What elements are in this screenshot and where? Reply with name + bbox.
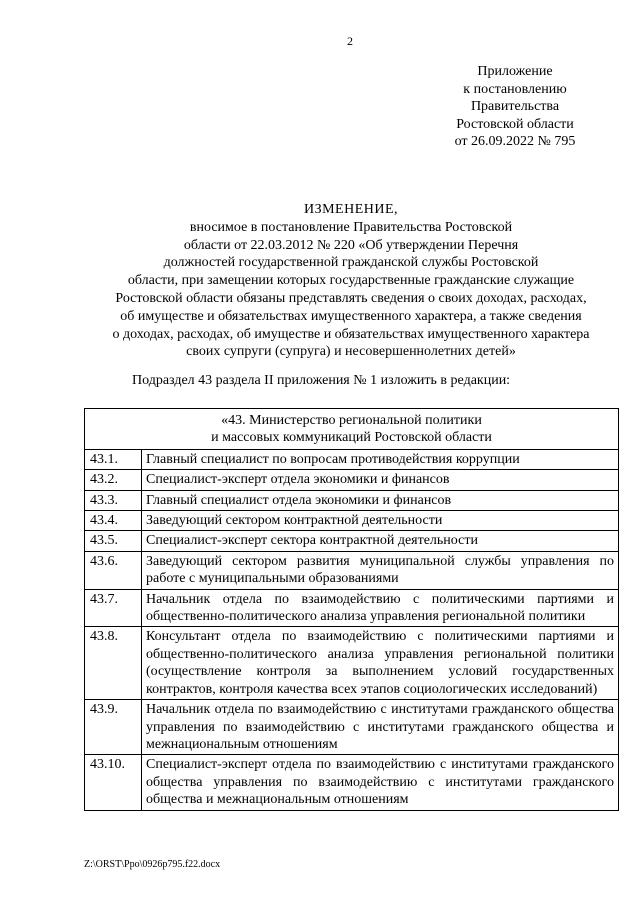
title-line: области от 22.03.2012 № 220 «Об утверждении Перечня — [183, 237, 519, 253]
table-row — [85, 531, 619, 551]
table-row — [85, 627, 619, 700]
footer-file-path: Z:\ORST\Ppo\0926p795.f22.docx — [84, 859, 221, 870]
row-number: 43.1. — [85, 449, 142, 469]
title-line: Ростовской области обязаны представлять сведения о своих доходах, расходах, — [115, 290, 587, 306]
table-row — [85, 700, 619, 755]
row-text: Специалист-эксперт сектора контрактной деятельности — [142, 531, 619, 551]
positions-table — [84, 408, 619, 811]
table-row — [85, 755, 619, 810]
table-row — [85, 511, 619, 531]
row-number: 43.9. — [85, 700, 142, 755]
row-number: 43.8. — [85, 627, 142, 700]
row-text: Главный специалист по вопросам противодействия коррупции — [142, 449, 619, 469]
row-text: Главный специалист отдела экономики и финансов — [142, 490, 619, 510]
table-header-line: и массовых коммуникаций Ростовской области — [211, 430, 492, 446]
table-header-cell — [85, 409, 619, 450]
row-text: Заведующий сектором контрактной деятельности — [142, 511, 619, 531]
appendix-line: Ростовской области — [456, 116, 574, 132]
title-line: должностей государственной гражданской службы Ростовской — [163, 255, 539, 271]
row-text: Заведующий сектором развития муниципальной службы управления по работе с муниципальными образованиями — [142, 551, 619, 589]
table-row — [85, 551, 619, 589]
row-number: 43.7. — [85, 589, 142, 627]
page-number: 2 — [347, 34, 353, 48]
table-row — [85, 589, 619, 627]
table-header-line: «43. Министерство региональной политики — [221, 413, 482, 428]
appendix-line: Приложение — [477, 64, 553, 79]
title-line: своих супруги (супруга) и несовершеннолетних детей» — [186, 344, 516, 360]
title-line: вносимое в постановление Правительства Ростовской — [189, 219, 513, 235]
title-line: об имуществе и обязательствах имущественного характера, а также сведения — [120, 308, 582, 324]
title-line: о доходах, расходах, об имуществе и обязательствах имущественного характера — [112, 326, 590, 342]
title-line: области, при замещении которых государственные гражданские служащие — [127, 273, 575, 289]
row-number: 43.3. — [85, 490, 142, 510]
row-text: Специалист-эксперт отдела экономики и финансов — [142, 470, 619, 490]
table-row — [85, 449, 619, 469]
row-number: 43.6. — [85, 551, 142, 589]
row-text: Начальник отдела по взаимодействию с институтами гражданского общества управления по взаимодействию с институтами гражданского общества и межнациональным отношениям — [142, 700, 619, 755]
row-text: Начальник отдела по взаимодействию с политическими партиями и общественно-политического анализа управления региональной политики — [142, 589, 619, 627]
row-text: Специалист-эксперт отдела по взаимодействию с институтами гражданского общества управления по взаимодействию с институтами гражданского общества и межнациональным отношениям — [142, 755, 619, 810]
row-text: Консультант отдела по взаимодействию с политическими партиями и общественно-политического анализа управления региональной политики (осуществление контроля за выполнением условий государственных контрактов, контроля качества всех этапов социологических исследований) — [142, 627, 619, 700]
row-number: 43.5. — [85, 531, 142, 551]
table-row — [85, 470, 619, 490]
instruction-text: Подраздел 43 раздела II приложения № 1 изложить в редакции: — [132, 373, 511, 388]
appendix-line: от 26.09.2022 № 795 — [454, 134, 576, 149]
title-heading: ИЗМЕНЕНИЕ, — [303, 202, 399, 217]
document-title — [60, 201, 640, 361]
table-row — [85, 490, 619, 510]
appendix-block — [430, 63, 600, 151]
appendix-line: к постановлению — [463, 81, 567, 97]
row-number: 43.10. — [85, 755, 142, 810]
table-header-row — [85, 409, 619, 450]
row-number: 43.2. — [85, 470, 142, 490]
row-number: 43.4. — [85, 511, 142, 531]
appendix-line: Правительства — [470, 99, 560, 114]
